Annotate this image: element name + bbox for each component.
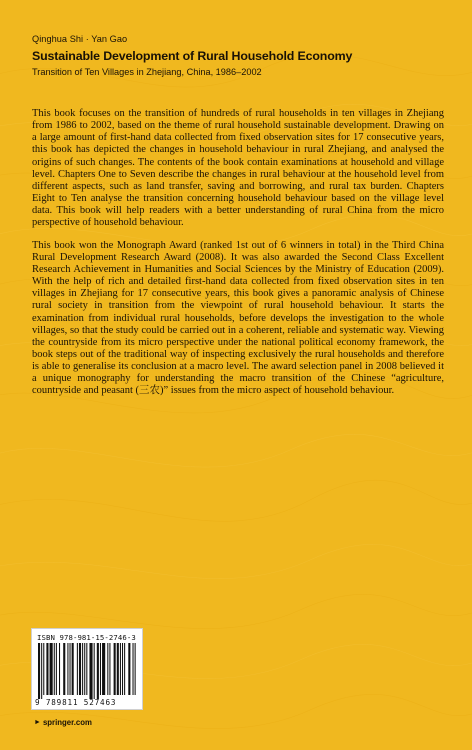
book-subtitle: Transition of Ten Villages in Zhejiang, China, 1986–2002 <box>32 67 262 77</box>
authors: Qinghua Shi · Yan Gao <box>32 34 128 44</box>
book-title: Sustainable Development of Rural Household Economy <box>32 49 353 63</box>
isbn-label: ISBN 978-981-15-2746-3 <box>37 633 136 642</box>
description-paragraph-2: This book won the Monograph Award (ranked 1st out of 6 winners in total) in the Third China Rural Development Research Award (2008). It was also awarded the Second Class Excellent Research Achievement in Humanities and Social Sciences by the Ministry of Education (2009). With the help of rich and detailed first-hand data collected from fixed observation sites in ten villages in Zhejiang for 17 consecutive years, this book gives a panoramic analysis of Chinese rural society in transition from the viewpoint of rural household behaviour. It starts the examination from individual rural households, before develops the investigation to the whole villages, so that the study could be carried out in a coherent, reliable and systematic way. Viewing the countryside from its micro perspective under the national political economy framework, the book steps out of the traditional way of inspecting exclusively the rural households and therefore is able to generalise its conclusion at a macro level. The award selection panel in 2008 believed it a unique monography for understanding the macro transition of the Chinese “agriculture, countryside and peasant (三农)” issues from the micro aspect of household behaviour. <box>32 239 444 397</box>
back-cover-header <box>32 33 442 78</box>
publisher-website[interactable] <box>34 718 92 727</box>
isbn-barcode-box <box>31 628 143 710</box>
publisher-website-label: springer.com <box>42 718 92 727</box>
book-description <box>32 108 444 408</box>
triangle-right-icon: ► <box>34 719 41 726</box>
barcode-digits: 9 789811 527463 <box>35 698 117 707</box>
description-paragraph-1: This book focuses on the transition of hundreds of rural households in ten villages in Zhejiang from 1986 to 2002, based on the theme of rural household sustainable development. Drawing on a large amount of first-hand data collected from fixed observation sites for 17 consecutive years, this book has depicted the changes in household behaviour in rural Zhejiang, and analysed the origins of such changes. The contents of the book contain examinations at household and village level. Chapters One to Seven describe the changes in rural behaviour at the household level from different aspects, such as land transfer, saving and borrowing, and rural tax burden. Chapters Eight to Ten analyse the transition concerning household behaviour based on the village level data. This book will help readers with a better understanding of rural China from the micro perspective of household behaviour. <box>32 108 444 229</box>
barcode-icon <box>37 643 139 699</box>
